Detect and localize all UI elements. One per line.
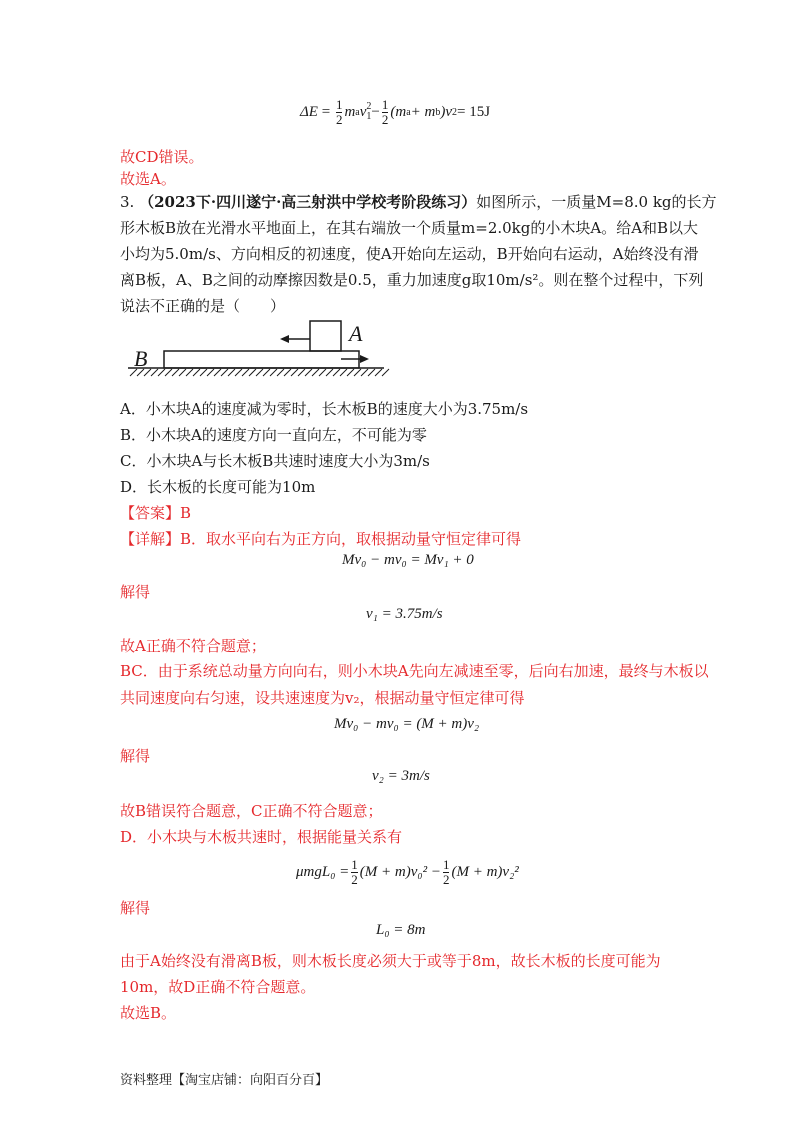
hatch-line <box>326 369 333 376</box>
hatch-line <box>242 369 249 376</box>
hatch-line <box>165 369 172 376</box>
hatch-line <box>305 369 312 376</box>
d-line: D．小木块与木板共速时，根据能量关系有 <box>120 828 403 846</box>
conclusion-cd: 故CD错误。 <box>120 148 204 166</box>
question-text-4: 离B板，A、B之间的动摩擦因数是0.5，重力加速度g取10m/s²。则在整个过程中，下列 <box>120 271 704 289</box>
hatch-line <box>228 369 235 376</box>
question-text-5: 说法不正确的是（ ） <box>120 297 286 315</box>
eq-fraction-half: $\frac{1}{2}$ <box>335 96 343 127</box>
explain-line-1: 【详解】B．取水平向右为正方向，取根据动量守恒定律可得 <box>120 530 522 548</box>
hatch-line <box>375 369 382 376</box>
final-line-2: 10m，故D正确不符合题意。 <box>120 978 316 996</box>
question-first-line <box>120 191 717 212</box>
conclusion-a: 故选A。 <box>120 170 176 188</box>
hatch-line <box>200 369 207 376</box>
question-text-1: 如图所示，一质量M=8.0 kg的长方 <box>476 193 717 211</box>
hatch-line <box>270 369 277 376</box>
footer-note: 资料整理【淘宝店铺：向阳百分百】 <box>120 1073 329 1088</box>
left-arrow <box>280 335 310 343</box>
hatch-line <box>158 369 165 376</box>
equation-v2: v₂ = 3m/s <box>372 768 430 784</box>
equation-v1: v₁ = 3.75m/s <box>366 606 443 622</box>
jiede-3: 解得 <box>120 899 151 917</box>
option-b: B．小木块A的速度方向一直向左，不可能为零 <box>120 426 427 444</box>
hatch-line <box>151 369 158 376</box>
note-a: 故A正确不符合题意； <box>120 637 266 655</box>
right-arrow <box>341 355 369 363</box>
jiede-2: 解得 <box>120 747 151 765</box>
final-line-3: 故选B。 <box>120 1004 177 1022</box>
eq-lhs: ΔE <box>300 103 318 120</box>
option-c: C．小木块A与长木板B共速时速度大小为3m/s <box>120 452 430 470</box>
question-text-2: 形木板B放在光滑水平地面上，在其右端放一个质量m=2.0kg的小木块A。给A和B以大 <box>120 219 699 237</box>
hatch-line <box>249 369 256 376</box>
hatch-line <box>256 369 263 376</box>
hatch-line <box>368 369 375 376</box>
question-text-3: 小均为5.0m/s、方向相反的初速度，使A开始向左运动，B开始向右运动，A始终没有滑 <box>120 245 699 263</box>
bc-line-2: 共同速度向右匀速，设共速速度为v₂，根据动量守恒定律可得 <box>120 689 525 707</box>
hatch-line <box>207 369 214 376</box>
question-source: （2023下·四川遂宁·高三射洪中学校考阶段练习） <box>139 193 477 211</box>
hatch-line <box>298 369 305 376</box>
final-line-1: 由于A始终没有滑离B板，则木板长度必须大于或等于8m，故长木板的长度可能为 <box>120 952 661 970</box>
option-d: D．长木板的长度可能为10m <box>120 478 316 496</box>
hatch-line <box>193 369 200 376</box>
eq-fraction-half-2: $\frac{1}{2}$ <box>381 96 389 127</box>
hatch-line <box>347 369 354 376</box>
hatch-line <box>354 369 361 376</box>
hatch-line <box>179 369 186 376</box>
hatch-line <box>382 369 389 376</box>
energy-equation: ΔE = $\frac{1}{2}$ m a v 2 1 − $\frac{1}{2}$ (m a + m b )v 2 = 15J <box>300 96 491 127</box>
hatch-line <box>340 369 347 376</box>
label-a: A <box>349 321 363 346</box>
hatch-line <box>333 369 340 376</box>
hatch-line <box>221 369 228 376</box>
hatch-line <box>284 369 291 376</box>
hatch-line <box>319 369 326 376</box>
option-a: A．小木块A的速度减为零时，长木板B的速度大小为3.75m/s <box>120 400 529 418</box>
hatch-line <box>172 369 179 376</box>
equation-momentum-1: Mv₀ − mv₀ = Mv₁ + 0 <box>342 552 474 568</box>
hatch-line <box>312 369 319 376</box>
hatch-line <box>361 369 368 376</box>
answer: 【答案】B <box>120 504 192 522</box>
long-board-b <box>164 351 359 368</box>
hatch-line <box>214 369 221 376</box>
bc-line-1: BC．由于系统总动量方向向右，则小木块A先向左减速至零，后向右加速，最终与木板以 <box>120 662 709 680</box>
note-bc: 故B错误符合题意，C正确不符合题意； <box>120 802 383 820</box>
small-block-a <box>310 321 341 351</box>
equation-momentum-2: Mv₀ − mv₀ = (M + m)v₂ <box>334 716 480 732</box>
hatch-line <box>186 369 193 376</box>
jiede-1: 解得 <box>120 583 151 601</box>
hatch-line <box>235 369 242 376</box>
question-number: 3. <box>120 193 135 211</box>
hatch-line <box>291 369 298 376</box>
block-board-figure <box>120 318 390 383</box>
label-b: B <box>134 346 148 371</box>
hatch-line <box>277 369 284 376</box>
equation-length: L₀ = 8m <box>376 922 426 938</box>
equation-energy: μmgL₀ = $\frac{1}{2}$ (M + m)v₀² − $\frac{1}{2}$ (M + m)v₂² <box>296 856 519 887</box>
hatch-line <box>263 369 270 376</box>
